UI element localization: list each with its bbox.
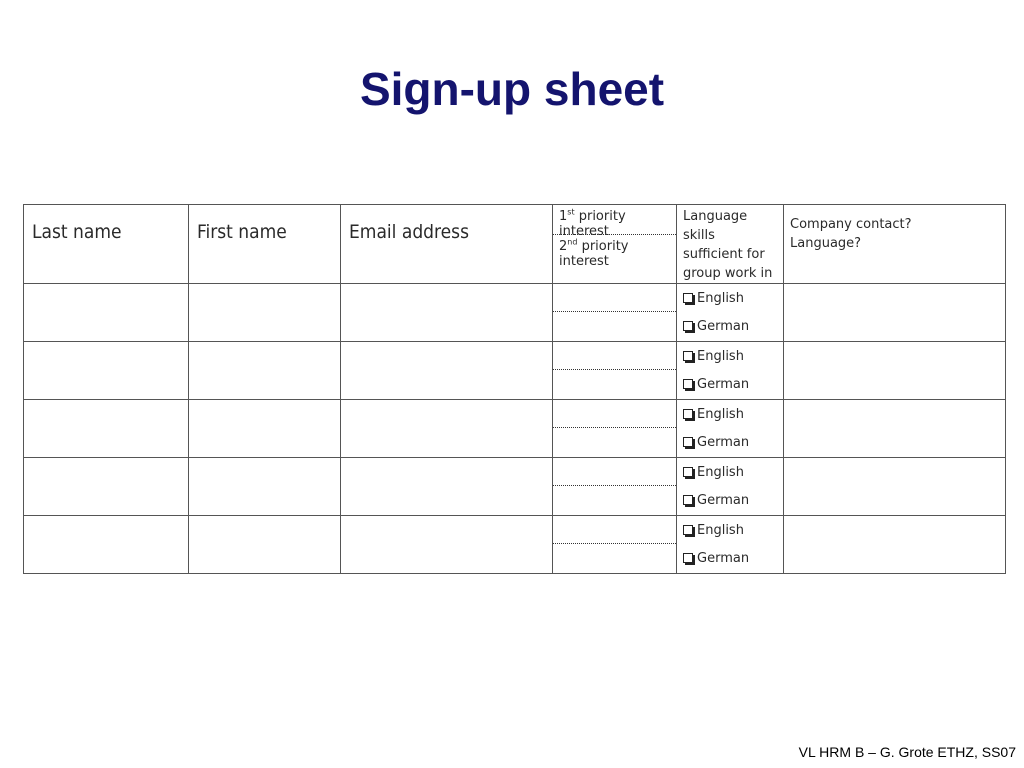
language-cell (677, 400, 784, 458)
priority-1-input[interactable] (553, 284, 676, 312)
priority-2-number: 2 (559, 239, 568, 254)
first-name-cell[interactable] (189, 516, 341, 574)
german-option[interactable] (677, 312, 783, 340)
email-cell[interactable] (341, 400, 553, 458)
last-name-cell[interactable] (24, 342, 189, 400)
german-option[interactable] (677, 370, 783, 398)
language-cell (677, 516, 784, 574)
priority-1-input[interactable] (553, 516, 676, 544)
company-header-line-1: Company contact? (790, 217, 912, 232)
table-body (24, 284, 1006, 574)
footer-credit: VL HRM B – G. Grote ETHZ, SS07 (798, 744, 1016, 760)
header-email: Email address (341, 205, 553, 284)
english-label: English (697, 406, 744, 422)
header-priority (553, 205, 677, 284)
priority-2-input[interactable] (553, 544, 676, 572)
email-cell[interactable] (341, 342, 553, 400)
priority-cell (553, 516, 677, 574)
email-cell[interactable] (341, 516, 553, 574)
table-row (24, 400, 1006, 458)
checkbox-icon[interactable] (683, 553, 693, 563)
last-name-cell[interactable] (24, 458, 189, 516)
english-label: English (697, 464, 744, 480)
priority-2-input[interactable] (553, 312, 676, 340)
german-option[interactable] (677, 486, 783, 514)
signup-table (23, 204, 1006, 574)
table-row (24, 284, 1006, 342)
checkbox-icon[interactable] (683, 437, 693, 447)
header-last-name: Last name (24, 205, 189, 284)
german-label: German (697, 376, 750, 392)
last-name-cell[interactable] (24, 516, 189, 574)
priority-1-input[interactable] (553, 400, 676, 428)
english-option[interactable] (677, 284, 783, 312)
checkbox-icon[interactable] (683, 467, 693, 477)
priority-2-input[interactable] (553, 370, 676, 398)
english-label: English (697, 522, 744, 538)
german-label: German (697, 550, 750, 566)
last-name-cell[interactable] (24, 284, 189, 342)
priority-cell (553, 458, 677, 516)
priority-1-suffix: st (567, 207, 575, 217)
checkbox-icon[interactable] (683, 351, 693, 361)
german-label: German (697, 318, 750, 334)
company-header-line-2: Language? (790, 236, 862, 251)
language-cell (677, 342, 784, 400)
priority-1-label: priority interest (559, 209, 626, 239)
german-option[interactable] (677, 428, 783, 456)
email-cell[interactable] (341, 458, 553, 516)
english-option[interactable] (677, 458, 783, 486)
company-contact-cell[interactable] (784, 516, 1006, 574)
table-row (24, 516, 1006, 574)
priority-cell (553, 342, 677, 400)
email-cell[interactable] (341, 284, 553, 342)
company-contact-cell[interactable] (784, 342, 1006, 400)
page-title: Sign-up sheet (359, 63, 665, 115)
priority-cell (553, 284, 677, 342)
priority-2-suffix: nd (567, 237, 578, 247)
header-company-contact (784, 205, 1006, 284)
language-cell (677, 284, 784, 342)
header-priority-1 (553, 205, 676, 239)
header-priority-2 (553, 235, 676, 269)
company-contact-cell[interactable] (784, 284, 1006, 342)
german-option[interactable] (677, 544, 783, 572)
priority-1-input[interactable] (553, 458, 676, 486)
first-name-cell[interactable] (189, 284, 341, 342)
header-first-name: First name (189, 205, 341, 284)
priority-2-input[interactable] (553, 486, 676, 514)
language-cell (677, 458, 784, 516)
priority-2-label: priority interest (559, 239, 629, 269)
checkbox-icon[interactable] (683, 525, 693, 535)
signup-table-container (23, 204, 1006, 566)
priority-1-input[interactable] (553, 342, 676, 370)
last-name-cell[interactable] (24, 400, 189, 458)
company-contact-cell[interactable] (784, 400, 1006, 458)
english-option[interactable] (677, 342, 783, 370)
table-row (24, 342, 1006, 400)
first-name-cell[interactable] (189, 342, 341, 400)
table-row (24, 458, 1006, 516)
first-name-cell[interactable] (189, 400, 341, 458)
checkbox-icon[interactable] (683, 409, 693, 419)
header-row (24, 205, 1006, 284)
checkbox-icon[interactable] (683, 293, 693, 303)
german-label: German (697, 492, 750, 508)
checkbox-icon[interactable] (683, 321, 693, 331)
checkbox-icon[interactable] (683, 495, 693, 505)
language-header-line-1: Language skills (683, 209, 748, 243)
english-option[interactable] (677, 400, 783, 428)
priority-1-number: 1 (559, 209, 568, 224)
first-name-cell[interactable] (189, 458, 341, 516)
priority-2-input[interactable] (553, 428, 676, 456)
german-label: German (697, 434, 750, 450)
language-header-line-2: sufficient for (683, 247, 765, 262)
english-label: English (697, 290, 744, 306)
english-label: English (697, 348, 744, 364)
header-language-skills (677, 205, 784, 284)
checkbox-icon[interactable] (683, 379, 693, 389)
language-header-line-3: group work in (683, 266, 773, 281)
english-option[interactable] (677, 516, 783, 544)
company-contact-cell[interactable] (784, 458, 1006, 516)
priority-cell (553, 400, 677, 458)
